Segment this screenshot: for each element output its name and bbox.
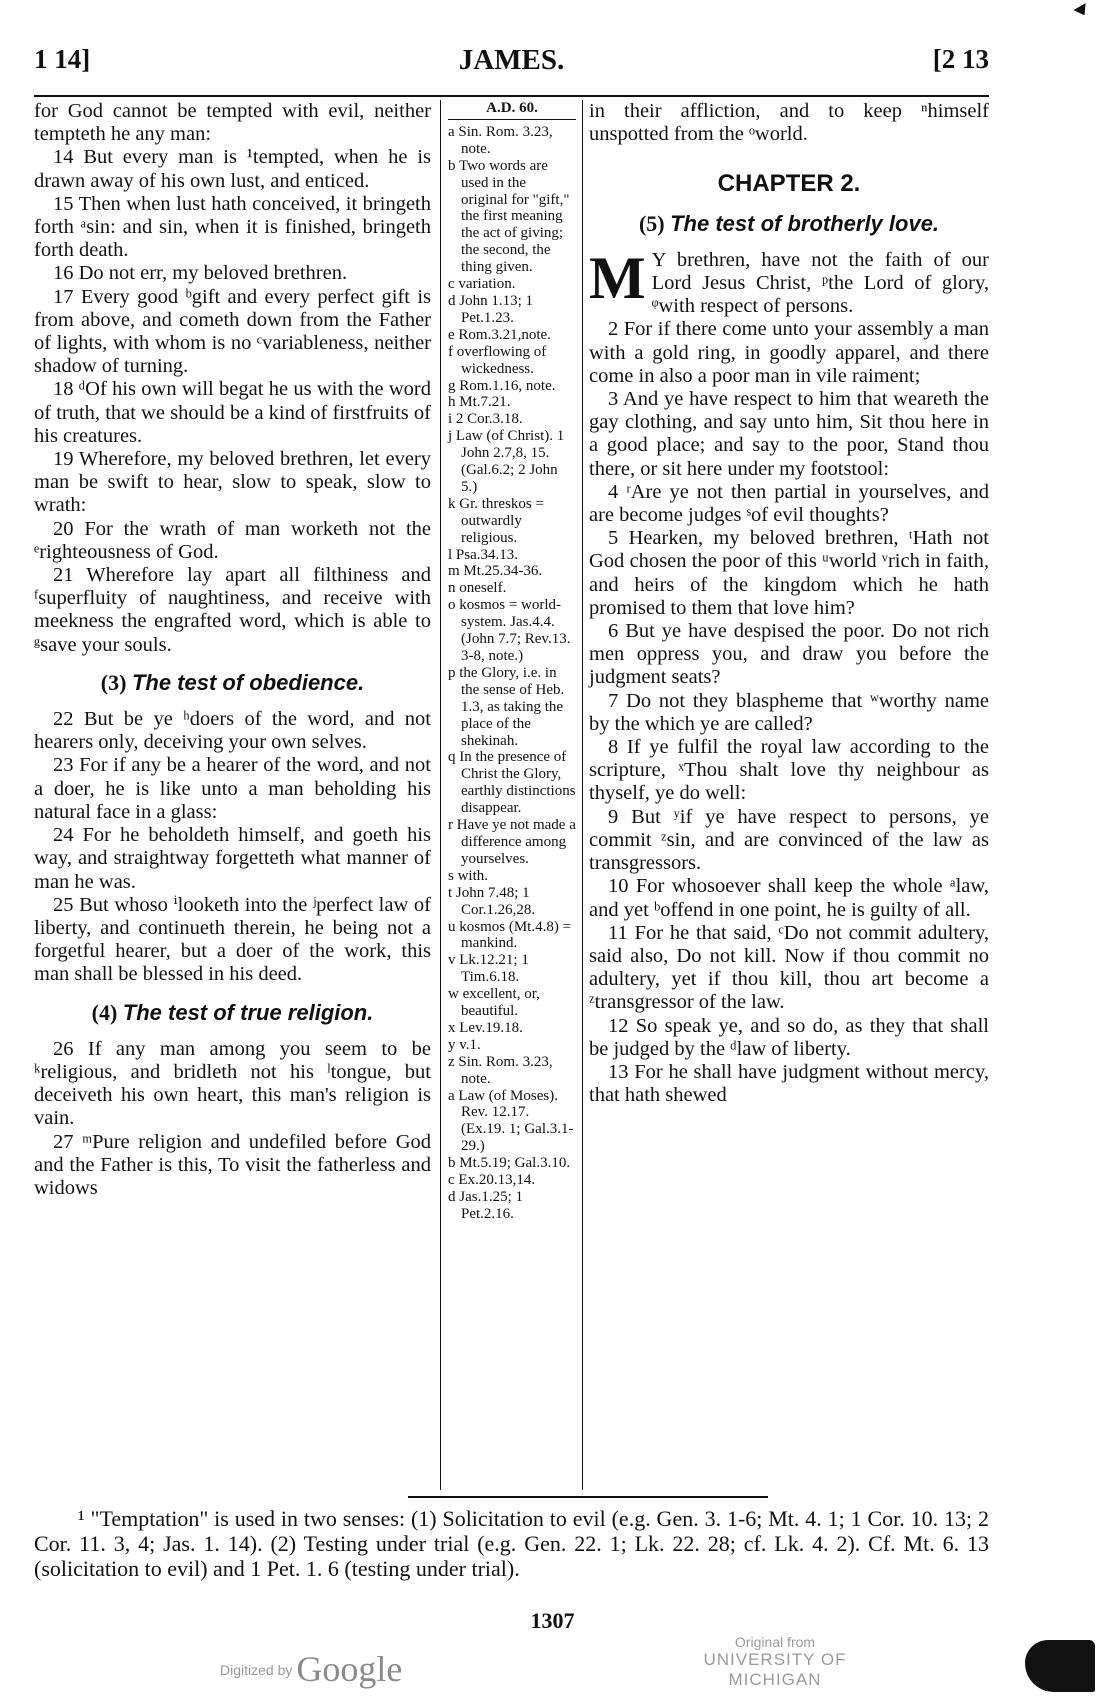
digitized-watermark: [220, 1648, 402, 1690]
verse: 23 For if any be a hearer of the word, and not a doer, he is like unto a man beholding his natural face in a glass:: [34, 754, 431, 823]
running-header: [34, 44, 989, 84]
marginal-note: i 2 Cor.3.18.: [448, 411, 523, 428]
footnote: ¹ "Temptation" is used in two senses: (1) Solicitation to evil (e.g. Gen. 3. 1-6; Mt. 4. 1; 1 Cor. 10. 13; 2 Cor. 11. 3, 4; Jas. 1. 14). (2) Testing under trial (e.g. Gen. 22. 1; Lk. 22. 28; cf. Lk. 4. 2). Cf. Mt. 6. 13 (solicitation to evil) and 1 Pet. 1. 6 (testing under trial).: [34, 1506, 989, 1581]
verse-1: [589, 244, 989, 319]
verse: 24 For he beholdeth himself, and goeth his way, and straightway forgetteth what manner of man he was.: [34, 824, 431, 893]
library-watermark: [660, 1634, 890, 1690]
verse-group-c: [34, 1038, 431, 1200]
marginal-note: b Two words are used in the original for "gift," the first meaning the act of giving; the second, the thing given.: [448, 157, 570, 276]
marginal-note: o kosmos = world-system. Jas.4.4. (John 7.7; Rev.13. 3-8, note.): [448, 597, 571, 664]
verse-group-right: [589, 318, 989, 1107]
verse: 4 ʳAre ye not then partial in yourselves, and are become judges ˢof evil thoughts?: [589, 480, 989, 527]
marginal-note: a Law (of Moses). Rev. 12.17. (Ex.19. 1; Gal.3.1-29.): [448, 1087, 574, 1155]
verse: 13 For he shall have judgment without mercy, that hath shewed: [589, 1060, 989, 1107]
book-title: JAMES.: [458, 44, 565, 76]
marginal-note: h Mt.7.21.: [448, 394, 511, 411]
page-number: 1307: [530, 1608, 575, 1633]
section-number: (4): [91, 999, 118, 1025]
marginal-note: z Sin. Rom. 3.23, note.: [448, 1053, 553, 1087]
marginal-note: d Jas.1.25; 1 Pet.2.16.: [448, 1189, 523, 1222]
verse: 19 Wherefore, my beloved brethren, let every man be swift to hear, slow to speak, slow to wrath:: [34, 448, 431, 517]
marginal-note: w excellent, or, beautiful.: [448, 986, 540, 1020]
section-heading-4: [34, 1001, 431, 1024]
marginal-note: j Law (of Christ). 1 John 2.7,8, 15. (Gal.6.2; 2 John 5.): [448, 428, 565, 495]
verse: 27 ᵐPure religion and undefiled before God and the Father is this, To visit the fatherless and widows: [34, 1130, 431, 1199]
marginal-note: g Rom.1.16, note.: [448, 377, 556, 394]
column-divider-right: [582, 100, 583, 1490]
verse: 26 If any man among you seem to be ᵏreligious, and bridleth not his ˡtongue, but deceiveth his own heart, this man's religion is vain.: [34, 1037, 431, 1130]
verse-group-b: [34, 708, 431, 986]
verse: 20 For the wrath of man worketh not the ᵉrighteousness of God.: [34, 517, 431, 563]
verse: 8 If ye fulfil the royal law according to the scripture, ˣThou shalt love thy neighbour as thyself, ye do well:: [589, 736, 989, 805]
marginal-note: v Lk.12.21; 1 Tim.6.18.: [448, 952, 529, 986]
drop-cap: M: [589, 244, 646, 311]
verse: 9 But ʸif ye have respect to persons, ye commit ᶻsin, and are convinced of the law as transgressors.: [589, 805, 989, 875]
original-label: Original from: [734, 1634, 816, 1650]
verse: 2 For if there come unto your assembly a man with a gold ring, in goodly apparel, and there come in also a poor man in vile raiment;: [589, 318, 989, 387]
marginal-note: q In the presence of Christ the Glory, earthly distinctions disappear.: [448, 749, 576, 817]
marginal-note: k Gr. threskos = outwardly religious.: [448, 495, 544, 546]
section-heading-3: [34, 671, 431, 694]
marginal-note: m Mt.25.34-36.: [448, 563, 543, 580]
marginal-note: b Mt.5.19; Gal.3.10.: [448, 1155, 571, 1172]
marginal-note: c variation.: [448, 276, 516, 293]
verse: 15 Then when lust hath conceived, it bringeth forth ᵃsin: and sin, when it is finished, bringeth forth death.: [34, 192, 431, 262]
right-column: [589, 100, 989, 1107]
marginal-note: c Ex.20.13,14.: [448, 1172, 536, 1189]
notes-list: [448, 124, 576, 1223]
library-name: UNIVERSITY OF MICHIGAN: [703, 1650, 847, 1689]
corner-mark: [1073, 3, 1090, 19]
verse: 21 Wherefore lay apart all filthiness and ᶠsuperfluity of naughtiness, and receive with meekness the engrafted word, which is able to ᵍsave your souls.: [34, 564, 431, 656]
verse: 6 But ye have despised the poor. Do not rich men oppress you, and draw you before the judgment seats?: [589, 620, 989, 689]
marginal-note: e Rom.3.21,note.: [448, 326, 551, 343]
header-right: [2 13: [932, 44, 989, 74]
marginal-note: p the Glory, i.e. in the sense of Heb. 1.3, as taking the place of the shekinah.: [448, 664, 565, 749]
verse: 11 For he that said, ᶜDo not commit adultery, said also, Do not kill. Now if thou commit no adultery, yet if thou kill, thou art become a ᶻtransgressor of the law.: [589, 921, 989, 1014]
marginal-note: f overflowing of wickedness.: [448, 343, 547, 377]
marginal-note: l Psa.34.13.: [448, 546, 519, 563]
marginal-note: x Lev.19.18.: [448, 1019, 523, 1036]
chapter-heading: CHAPTER 2.: [717, 170, 861, 198]
section-title: The test of true religion.: [122, 999, 374, 1025]
marginal-note: a Sin. Rom. 3.23, note.: [448, 123, 553, 157]
verse: 7 Do not they blaspheme that ʷworthy name by the which ye are called?: [589, 689, 989, 735]
verse-continuation: in their affliction, and to keep ⁿhimself unspotted from the ᵒworld.: [589, 100, 989, 146]
verse: 17 Every good ᵇgift and every perfect gift is from above, and cometh down from the Father of lights, with whom is no ᶜvariableness, neither shadow of turning.: [34, 285, 431, 378]
verse: 3 And ye have respect to him that weareth the gay clothing, and say unto him, Sit thou here in a good place; and say to the poor, Stand thou there, or sit here under my footstool:: [589, 388, 989, 480]
left-column: [34, 100, 431, 1200]
header-rule: [34, 95, 989, 97]
marginal-note: t John 7.48; 1 Cor.1.26,28.: [448, 884, 536, 918]
marginal-note: n oneself.: [448, 580, 507, 597]
verse: 18 ᵈOf his own will begat he us with the word of truth, that we should be a kind of firstfruits of his creatures.: [34, 378, 431, 447]
verse: 12 So speak ye, and so do, as they that shall be judged by the ᵈlaw of liberty.: [589, 1014, 989, 1060]
section-title: The test of brotherly love.: [670, 210, 940, 236]
marginal-notes: [448, 100, 576, 1223]
verse: 5 Hearken, my beloved brethren, ᵗHath not God chosen the poor of this ᵘworld ᵛrich in faith, and heirs of the kingdom which he hath promised to them that love him?: [589, 527, 989, 619]
section-number: (3): [100, 669, 127, 695]
google-logo: Google: [296, 1649, 403, 1689]
verse: 14 But every man is ¹tempted, when he is drawn away of his own lust, and enticed.: [34, 146, 431, 192]
era-label: A.D. 60.: [448, 100, 576, 120]
digitized-label: Digitized by: [220, 1662, 293, 1678]
verse: 16 Do not err, my beloved brethren.: [53, 262, 348, 285]
marginal-note: u kosmos (Mt.4.8) = mankind.: [448, 918, 572, 952]
marginal-note: y v.1.: [448, 1036, 481, 1053]
section-number: (5): [638, 210, 665, 236]
column-divider-left: [440, 100, 441, 1490]
verse: 25 But whoso ⁱlooketh into the ʲperfect law of liberty, and continueth therein, he being not a forgetful hearer, but a doer of the work, this man shall be blessed in his deed.: [34, 893, 431, 986]
verse: 10 For whosoever shall keep the whole ᵃlaw, and yet ᵇoffend in one point, he is guilty of all.: [589, 875, 989, 921]
footnote-rule: [408, 1496, 768, 1498]
section-heading-5: [589, 212, 989, 235]
scan-artifact: [1025, 1640, 1095, 1692]
section-title: The test of obedience.: [131, 669, 365, 695]
verse: 22 But be ye ʰdoers of the word, and not hearers only, deceiving your own selves.: [34, 708, 431, 754]
marginal-note: r Have ye not made a difference among yourselves.: [448, 817, 576, 867]
header-left: 1 14]: [34, 44, 91, 74]
verse-text: Y brethren, have not the faith of our Lord Jesus Christ, ᵖthe Lord of glory, ᵠwith respect of persons.: [651, 248, 989, 318]
verse-group-a: [34, 100, 431, 657]
marginal-note: s with.: [448, 867, 489, 884]
marginal-note: d John 1.13; 1 Pet.1.23.: [448, 292, 534, 326]
verse: for God cannot be tempted with evil, neither tempteth he any man:: [34, 100, 431, 146]
